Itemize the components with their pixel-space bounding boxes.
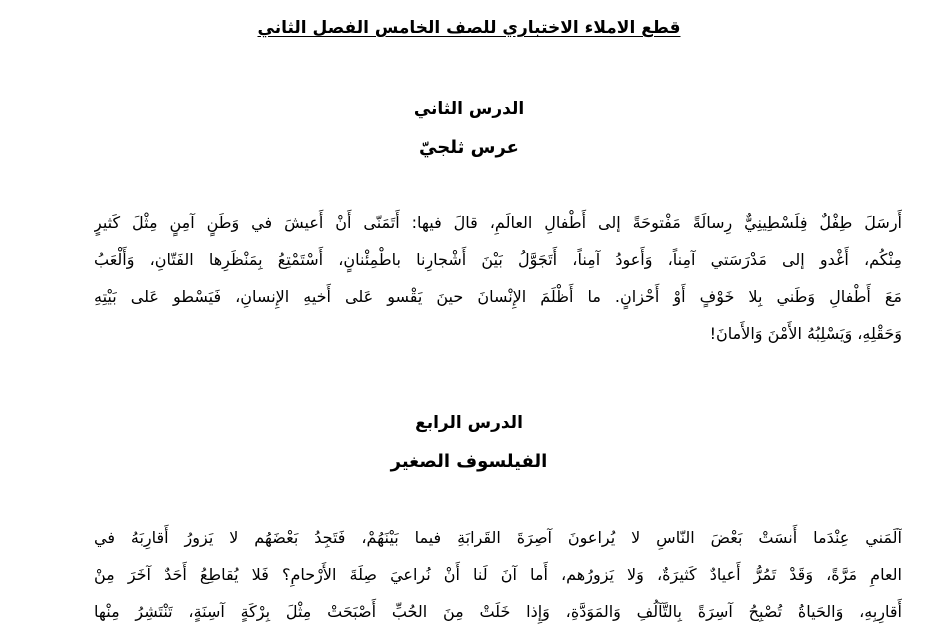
lesson-2-label: الدرس الثاني xyxy=(413,99,525,119)
document-title: قطع الاملاء الاختباري للصف الخامس الفصل الثاني xyxy=(257,18,681,38)
passage-line: آلَمَني عِنْدَما أَنسَتْ بَعْضَ النّاسِ لا يُراعونَ آصِرَةَ القَرابَةِ فيما بَيْنَهُمْ، فَتَجِدُ بَعْضَهُم لا يَزورُ أَقارِبَهُ في xyxy=(94,528,902,547)
passage-line: أَقارِبِهِ، وَالحَياةُ تُصْبِحُ آسِرَةً بِالتَّآلُفِ وَالمَوَدَّةِ، وَإِذا خَلَتْ مِنَ الحُبِّ أَصْبَحَتْ مِثْلَ بِرْكَةٍ آسِنَةٍ، تَنْتَشِرُ مِنْها xyxy=(94,602,902,621)
lesson-4-passage xyxy=(94,519,902,630)
passage-line: العامِ مَرَّةً، وَقَدْ تَمُرُّ أَعيادٌ كَثيرَةٌ، وَلا يَزورُهم، أَما آنَ لَنا أَنْ نُراعيَ صِلَةَ الأَرْحامِ؟ فَلا يُقاطِعُ أَحَدٌ آخَرَ مِنْ xyxy=(94,565,902,584)
passage-line: أَرسَلَ طِفْلٌ فِلَسْطِينِيٌّ رِسالَةً مَفْتوحَةً إلى أَطْفالِ العالَمِ، قالَ فيها: أَتَمَنّى أَنْ أَعيشَ في وَطَنٍ آمِنٍ مِثْلَ كَثيرٍ xyxy=(94,213,902,232)
lesson-4-title: الفيلسوف الصغير xyxy=(390,451,548,472)
passage-line: مَعَ أَطْفالِ وَطَني بِلا خَوْفٍ أَوْ أَحْزانٍ. ما أَظْلَمَ الإِنْسانَ حينَ يَقْسو عَلى أَخيهِ الإِنسانِ، فَيَسْطو عَلى بَيْتِهِ xyxy=(94,287,902,306)
lesson-2-passage xyxy=(94,204,902,352)
passage-line: مِنْكُم، أَغْدو إلى مَدْرَسَتي آمِناً، وَأَعودُ آمِناً، أَتَجَوَّلُ بَيْنَ أَشْجارِنا باطْمِئْنانٍ، أَسْتَمْتِعُ بِمَنْظَرِها الفَتّانِ، وَأَلْعَبُ xyxy=(94,250,902,269)
lesson-4-label: الدرس الرابع xyxy=(415,413,523,433)
passage-line: وَحَقْلِهِ، وَيَسْلِبُهُ الأَمْنَ وَالأَمانَ! xyxy=(709,324,902,343)
lesson-2-title: عرس ثلجيّ xyxy=(419,137,519,158)
